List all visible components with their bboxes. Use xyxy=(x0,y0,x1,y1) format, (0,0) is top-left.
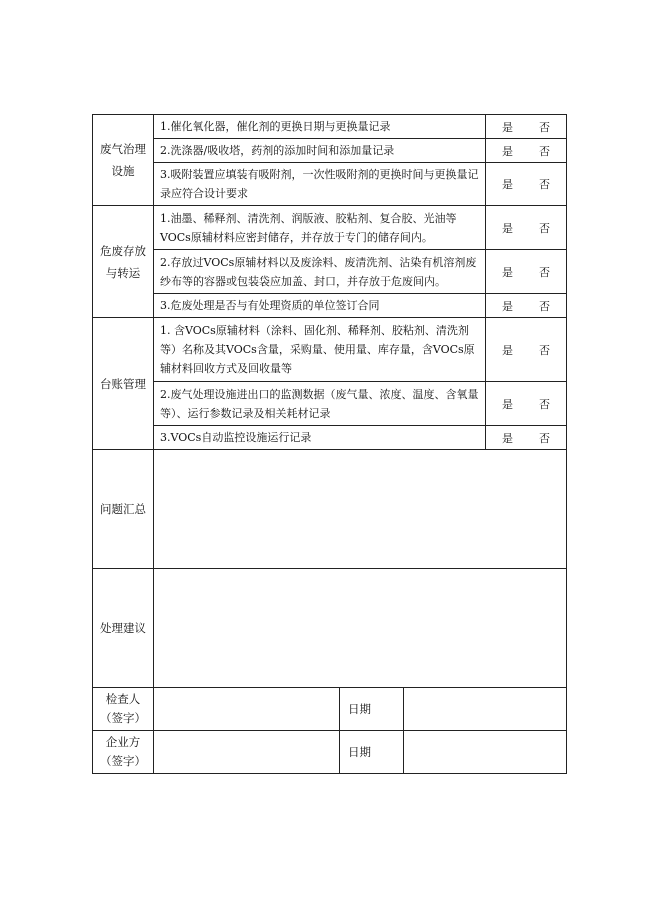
yes-no-cell xyxy=(486,382,567,426)
yes-no-cell xyxy=(486,115,567,139)
signer-title: 企业方 xyxy=(105,735,141,749)
check-item: 1.油墨、稀释剂、清洗剂、润版液、胶粘剂、复合胶、光油等VOCs原辅材料应密封储存，并存放于专门的储存间内。 xyxy=(154,206,486,250)
check-item: 1.催化氧化器，催化剂的更换日期与更换量记录 xyxy=(154,115,486,139)
signer-note: （签字） xyxy=(100,711,146,725)
no-option[interactable]: 否 xyxy=(539,120,550,134)
yes-option[interactable]: 是 xyxy=(502,120,513,134)
table-row xyxy=(93,294,567,318)
summary-label: 问题汇总 xyxy=(93,450,154,569)
check-item: 3.吸附装置应填装有吸附剂，一次性吸附剂的更换时间与更换量记录应符合设计要求 xyxy=(154,163,486,206)
summary-field[interactable] xyxy=(154,450,567,569)
signature-row xyxy=(93,688,567,731)
yes-no-cell xyxy=(486,426,567,450)
signature-row xyxy=(93,731,567,774)
category-cell xyxy=(93,318,154,450)
yes-option[interactable]: 是 xyxy=(502,397,513,411)
suggestion-field[interactable] xyxy=(154,569,567,688)
signer-note: （签字） xyxy=(100,754,146,768)
no-option[interactable]: 否 xyxy=(539,343,550,357)
yes-no-cell xyxy=(486,250,567,294)
enterprise-date-field[interactable] xyxy=(404,731,567,774)
check-item: 2.洗涤器/吸收塔，药剂的添加时间和添加量记录 xyxy=(154,139,486,163)
no-option[interactable]: 否 xyxy=(539,144,550,158)
category-label: 危废存放 xyxy=(100,243,146,258)
category-cell xyxy=(93,206,154,318)
category-label: 台账管理 xyxy=(100,376,146,391)
yes-option[interactable]: 是 xyxy=(502,178,513,191)
yes-no-cell xyxy=(486,206,567,250)
yes-no-cell xyxy=(486,139,567,163)
yes-option[interactable]: 是 xyxy=(502,144,513,158)
table-row xyxy=(93,318,567,382)
yes-option[interactable]: 是 xyxy=(502,265,513,279)
table-row xyxy=(93,206,567,250)
check-item: 2.存放过VOCs原辅材料以及废涂料、废清洗剂、沾染有机溶剂废纱布等的容器或包装袋应加盖、封口，并存放于危废间内。 xyxy=(154,250,486,294)
table-row xyxy=(93,569,567,688)
no-option[interactable]: 否 xyxy=(539,299,550,313)
enterprise-signature-field[interactable] xyxy=(154,731,340,774)
no-option[interactable]: 否 xyxy=(539,221,550,235)
signer-title: 检查人 xyxy=(105,692,141,706)
table-row xyxy=(93,426,567,450)
yes-no-cell xyxy=(486,163,567,206)
check-item: 3.VOCs自动监控设施运行记录 xyxy=(154,426,486,450)
inspection-form-table xyxy=(92,114,567,774)
no-option[interactable]: 否 xyxy=(539,265,550,279)
yes-no-cell xyxy=(486,294,567,318)
yes-no-cell xyxy=(486,318,567,382)
inspector-signature-field[interactable] xyxy=(154,688,340,731)
table-row xyxy=(93,250,567,294)
category-cell xyxy=(93,115,154,206)
inspector-label xyxy=(93,688,154,731)
enterprise-label xyxy=(93,731,154,774)
table-row xyxy=(93,115,567,139)
date-label: 日期 xyxy=(340,731,404,774)
check-item: 3.危废处理是否与有处理资质的单位签订合同 xyxy=(154,294,486,318)
table-row xyxy=(93,382,567,426)
yes-option[interactable]: 是 xyxy=(502,299,513,313)
yes-option[interactable]: 是 xyxy=(502,431,513,445)
table-row xyxy=(93,450,567,569)
inspector-date-field[interactable] xyxy=(404,688,567,731)
check-item: 1. 含VOCs原辅材料（涂料、固化剂、稀释剂、胶粘剂、清洗剂等）名称及其VOCs含量，采购量、使用量、库存量，含VOCs原辅材料回收方式及回收量等 xyxy=(154,318,486,382)
category-label: 与转运 xyxy=(105,265,141,280)
table-row xyxy=(93,139,567,163)
category-label: 设施 xyxy=(111,164,135,178)
no-option[interactable]: 否 xyxy=(539,397,550,411)
yes-option[interactable]: 是 xyxy=(502,221,513,235)
suggestion-label: 处理建议 xyxy=(93,569,154,688)
table-row xyxy=(93,163,567,206)
date-label: 日期 xyxy=(340,688,404,731)
no-option[interactable]: 否 xyxy=(539,178,550,191)
no-option[interactable]: 否 xyxy=(539,431,550,445)
yes-option[interactable]: 是 xyxy=(502,343,513,357)
category-label: 废气治理 xyxy=(100,142,146,156)
check-item: 2.废气处理设施进出口的监测数据（废气量、浓度、温度、含氧量等）、运行参数记录及相关耗材记录 xyxy=(154,382,486,426)
